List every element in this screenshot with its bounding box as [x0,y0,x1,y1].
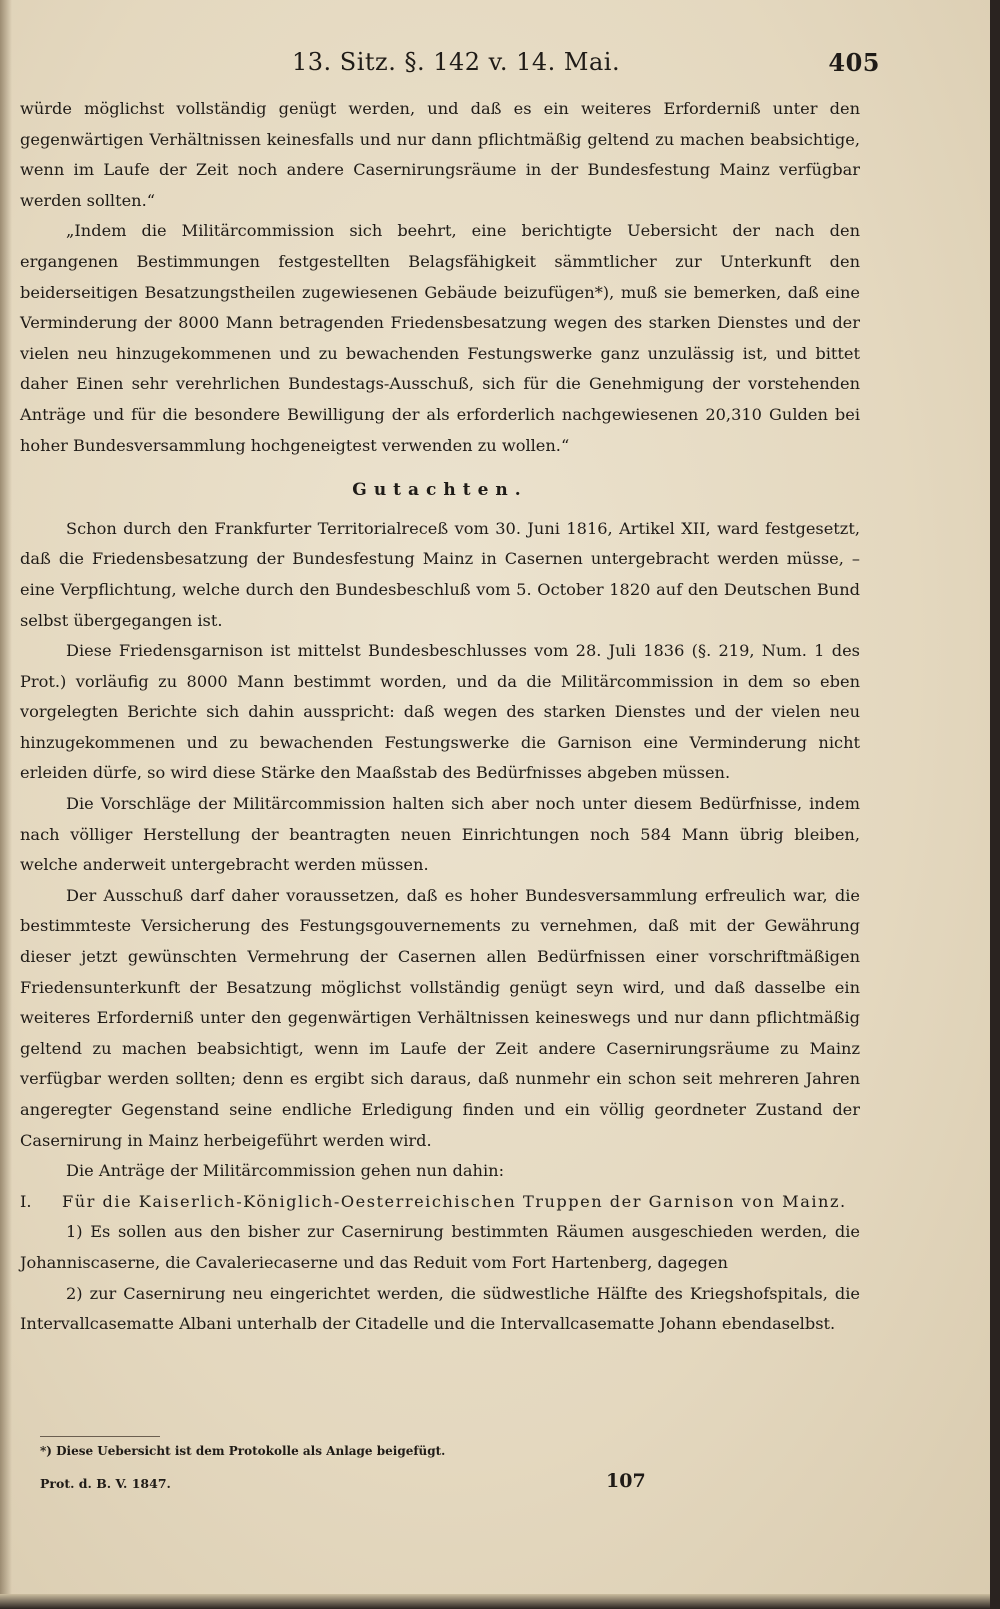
page-footer [40,1470,840,1500]
page-number: 405 [828,48,880,77]
paragraph: Schon durch den Frankfurter Territorialreceß vom 30. Juni 1816, Artikel XII, ward festgesetzt, daß die Friedensbesatzung der Bundesfestung Mainz in Casernen untergebracht werden müsse, – eine Verpflichtung, welche durch den Bundesbeschluß vom 5. October 1820 auf den Deutschen Bund selbst übergegangen ist. [20,518,860,630]
page-bottom-edge [0,1594,990,1609]
body-text [20,94,860,1340]
paragraph-continuation: würde möglichst vollständig genügt werden, und daß es ein weiteres Erforderniß unter den gegenwärtigen Verhältnissen keinesfalls und nur dann pflichtmäßig geltend zu machen beabsichtige, wenn im Laufe der Zeit noch andere Casernirungsräume in der Bundesfestung Mainz verfügbar werden sollten.“ [20,99,860,210]
running-head: 13. Sitz. §. 142 v. 14. Mai. [292,48,621,76]
subsection-heading [20,1187,860,1218]
page-header [20,44,880,84]
section-number: I. [20,1191,32,1211]
section-title: Gutachten. [352,480,528,501]
paragraph: Die Vorschläge der Militärcommission halten sich aber noch unter diesem Bedürfnisse, indem nach völliger Herstellung der beantragten neuen Einrichtungen noch 584 Mann übrig bleiben, welche anderweit untergebracht werden müssen. [20,794,860,875]
paragraph: Die Anträge der Militärcommission gehen nun dahin: [66,1161,505,1181]
footnote: *) Diese Uebersicht ist dem Protokolle als Anlage beigefügt. [40,1444,446,1458]
paragraph-quote: „Indem die Militärcommission sich beehrt, eine berichtigte Uebersicht der nach den ergangenen Bestimmungen festgestellten Belagsfähigkeit sämmtlicher zur Unterkunft den beiderseitigen Besatzungstheilen zugewiesenen Gebäude beizufügen*), muß sie bemerken, daß eine Verminderung der 8000 Mann betragenden Friedensbesatzung wegen des starken Dienstes und der vielen neu hinzugekommenen und zu bewachenden Festungswerke ganz unzulässig ist, und bittet daher Einen sehr verehrlichen Bundestags-Ausschuß, sich für die Genehmigung der vorstehenden Anträge und für die besondere Bewilligung der als erforderlich nachgewiesenen 20,310 Gulden bei hoher Bundesversammlung hochgeneigtest verwenden zu wollen.“ [20,221,860,455]
signature-mark: Prot. d. B. V. 1847. [40,1476,171,1491]
paragraph: Der Ausschuß darf daher voraussetzen, daß es hoher Bundesversammlung erfreulich war, die bestimmteste Versicherung des Festungsgouvernements zu vernehmen, daß mit der Gewährung dieser jetzt gewünschten Vermehrung der Casernen allen Bedürfnissen einer vorschriftmäßigen Friedensunterkunft der Besatzung möglichst vollständig genügt seyn wird, und daß dasselbe ein weiteres Erforderniß unter den gegenwärtigen Verhältnissen keineswegs und nur dann pflichtmäßig geltend zu machen beabsichtigt, wenn im Laufe der Zeit andere Casernirungsräume zu Mainz verfügbar werden sollten; denn es ergibt sich daraus, daß nunmehr ein schon seit mehreren Jahren angeregter Gegenstand seine endliche Erledigung finden und ein völlig geordneter Zustand der Casernirung in Mainz herbeigeführt werden wird. [20,885,860,1150]
list-item: 2) zur Casernirung neu eingerichtet werden, die südwestliche Hälfte des Kriegshofspitals, die Intervallcasematte Albani unterhalb der Citadelle und die Intervallcasematte Johann ebendaselbst. [20,1283,860,1334]
subsection-title: Für die Kaiserlich-Königlich-Oesterreichischen Truppen der Garnison von Mainz. [62,1191,847,1211]
sheet-number: 107 [606,1470,646,1492]
list-item: 1) Es sollen aus den bisher zur Casernirung bestimmten Räumen ausgeschieden werden, die Johanniscaserne, die Cavaleriecaserne und das Reduit vom Fort Hartenberg, dagegen [20,1222,860,1272]
paragraph: Diese Friedensgarnison ist mittelst Bundesbeschlusses vom 28. Juli 1836 (§. 219, Num. 1 des Prot.) vorläufig zu 8000 Mann bestimmt worden, und da die Militärcommission in dem so eben vorgelegten Berichte sich dahin ausspricht: daß wegen des starken Dienstes und der vielen neu hinzugekommenen und zu bewachenden Festungswerke die Garnison eine Verminderung nicht erleiden dürfe, so wird diese Stärke den Maaßstab des Bedürfnisses abgeben müssen. [20,641,860,783]
footnote-rule [40,1436,160,1437]
